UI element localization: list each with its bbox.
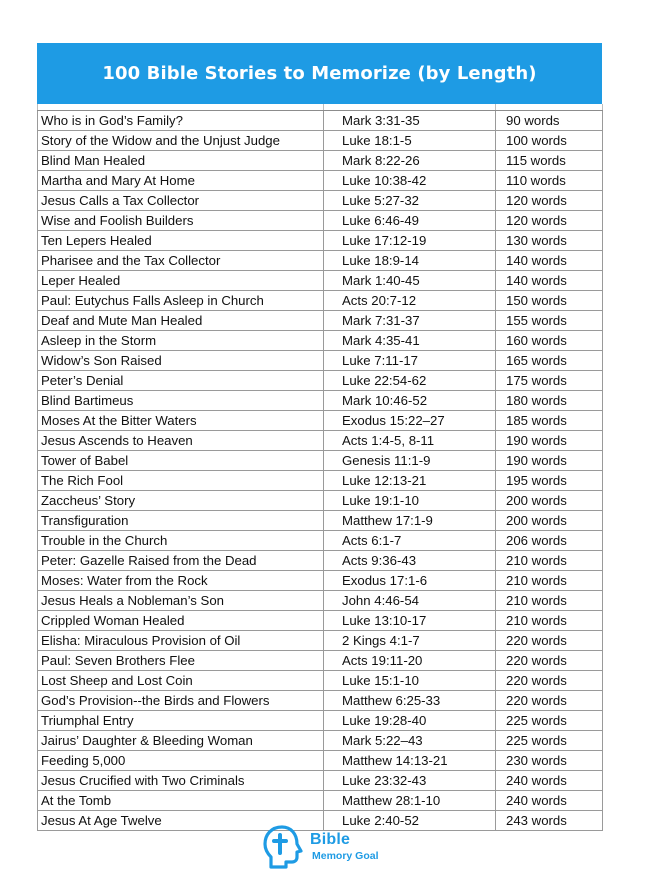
table-row: [38, 171, 603, 191]
story-reference-cell: Genesis 11:1-9: [324, 451, 496, 471]
table-row: [38, 331, 603, 351]
table-row: [38, 191, 603, 211]
stories-table: [37, 104, 603, 831]
story-title-cell: Lost Sheep and Lost Coin: [38, 671, 324, 691]
story-word-count-cell: 130 words: [496, 231, 603, 251]
story-word-count-cell: 220 words: [496, 691, 603, 711]
story-word-count-cell: 225 words: [496, 731, 603, 751]
story-reference-cell: Acts 9:36-43: [324, 551, 496, 571]
story-reference-cell: Luke 19:1-10: [324, 491, 496, 511]
story-title-cell: Asleep in the Storm: [38, 331, 324, 351]
story-title-cell: Moses: Water from the Rock: [38, 571, 324, 591]
story-title-cell: Wise and Foolish Builders: [38, 211, 324, 231]
story-word-count-cell: 240 words: [496, 791, 603, 811]
table-row: [38, 571, 603, 591]
story-reference-cell: Acts 1:4-5, 8-11: [324, 431, 496, 451]
story-title-cell: Crippled Woman Healed: [38, 611, 324, 631]
story-word-count-cell: 200 words: [496, 491, 603, 511]
story-reference-cell: Mark 8:22-26: [324, 151, 496, 171]
story-reference-cell: 2 Kings 4:1-7: [324, 631, 496, 651]
story-word-count-cell: 150 words: [496, 291, 603, 311]
table-row: [38, 631, 603, 651]
story-title-cell: Deaf and Mute Man Healed: [38, 311, 324, 331]
table-row: [38, 111, 603, 131]
table-row: [38, 651, 603, 671]
story-reference-cell: Matthew 17:1-9: [324, 511, 496, 531]
story-word-count-cell: 140 words: [496, 271, 603, 291]
logo-word-memory-goal: Memory Goal: [312, 850, 379, 863]
story-reference-cell: Luke 2:40-52: [324, 811, 496, 831]
story-word-count-cell: 190 words: [496, 451, 603, 471]
story-reference-cell: Luke 22:54-62: [324, 371, 496, 391]
story-title-cell: Blind Bartimeus: [38, 391, 324, 411]
story-word-count-cell: 243 words: [496, 811, 603, 831]
story-word-count-cell: 210 words: [496, 611, 603, 631]
table-row: [38, 351, 603, 371]
story-title-cell: At the Tomb: [38, 791, 324, 811]
table-row: [38, 791, 603, 811]
story-word-count-cell: 120 words: [496, 191, 603, 211]
story-word-count-cell: 165 words: [496, 351, 603, 371]
stories-table-body: [38, 104, 603, 831]
story-reference-cell: Luke 12:13-21: [324, 471, 496, 491]
story-title-cell: God’s Provision--the Birds and Flowers: [38, 691, 324, 711]
table-row: [38, 471, 603, 491]
story-title-cell: Jesus Crucified with Two Criminals: [38, 771, 324, 791]
story-reference-cell: Luke 5:27-32: [324, 191, 496, 211]
story-reference-cell: Matthew 6:25-33: [324, 691, 496, 711]
table-row: [38, 131, 603, 151]
table-row: [38, 231, 603, 251]
story-title-cell: Triumphal Entry: [38, 711, 324, 731]
story-title-cell: Ten Lepers Healed: [38, 231, 324, 251]
story-reference-cell: Luke 19:28-40: [324, 711, 496, 731]
story-word-count-cell: 180 words: [496, 391, 603, 411]
table-row: [38, 371, 603, 391]
table-row: [38, 291, 603, 311]
story-reference-cell: Luke 13:10-17: [324, 611, 496, 631]
table-row: [38, 211, 603, 231]
story-word-count-cell: 110 words: [496, 171, 603, 191]
table-row: [38, 711, 603, 731]
story-reference-cell: Luke 6:46-49: [324, 211, 496, 231]
story-title-cell: Story of the Widow and the Unjust Judge: [38, 131, 324, 151]
story-reference-cell: Luke 15:1-10: [324, 671, 496, 691]
table-row: [38, 391, 603, 411]
table-row: [38, 271, 603, 291]
story-title-cell: Blind Man Healed: [38, 151, 324, 171]
story-reference-cell: Mark 4:35-41: [324, 331, 496, 351]
story-title-cell: Martha and Mary At Home: [38, 171, 324, 191]
table-row: [38, 311, 603, 331]
story-reference-cell: Luke 23:32-43: [324, 771, 496, 791]
story-title-cell: Tower of Babel: [38, 451, 324, 471]
story-word-count-cell: 225 words: [496, 711, 603, 731]
story-word-count-cell: 210 words: [496, 551, 603, 571]
story-reference-cell: Exodus 17:1-6: [324, 571, 496, 591]
logo-word-bible: Bible: [310, 831, 351, 849]
story-title-cell: Jesus Calls a Tax Collector: [38, 191, 324, 211]
story-title-cell: The Rich Fool: [38, 471, 324, 491]
table-row: [38, 671, 603, 691]
story-title-cell: Zaccheus’ Story: [38, 491, 324, 511]
bible-memory-goal-logo: [262, 824, 379, 870]
story-reference-cell: Mark 7:31-37: [324, 311, 496, 331]
story-word-count-cell: 140 words: [496, 251, 603, 271]
story-reference-cell: Acts 19:11-20: [324, 651, 496, 671]
story-reference-cell: Acts 6:1-7: [324, 531, 496, 551]
story-word-count-cell: 120 words: [496, 211, 603, 231]
story-word-count-cell: 220 words: [496, 671, 603, 691]
story-title-cell: Who is in God’s Family?: [38, 111, 324, 131]
story-title-cell: Jairus’ Daughter & Bleeding Woman: [38, 731, 324, 751]
story-reference-cell: Mark 5:22–43: [324, 731, 496, 751]
stories-table-wrapper: [37, 104, 602, 831]
table-row: [38, 151, 603, 171]
table-row: [38, 731, 603, 751]
story-title-cell: Trouble in the Church: [38, 531, 324, 551]
story-title-cell: Leper Healed: [38, 271, 324, 291]
story-title-cell: Moses At the Bitter Waters: [38, 411, 324, 431]
title-banner: [37, 43, 602, 104]
story-title-cell: Pharisee and the Tax Collector: [38, 251, 324, 271]
story-reference-cell: Exodus 15:22–27: [324, 411, 496, 431]
story-title-cell: Transfiguration: [38, 511, 324, 531]
story-word-count-cell: 220 words: [496, 631, 603, 651]
table-row: [38, 771, 603, 791]
story-title-cell: Elisha: Miraculous Provision of Oil: [38, 631, 324, 651]
story-title-cell: Widow’s Son Raised: [38, 351, 324, 371]
page-title: 100 Bible Stories to Memorize (by Length): [102, 63, 537, 84]
story-reference-cell: Matthew 28:1-10: [324, 791, 496, 811]
story-word-count-cell: 100 words: [496, 131, 603, 151]
table-row: [38, 591, 603, 611]
table-row: [38, 511, 603, 531]
story-title-cell: Jesus At Age Twelve: [38, 811, 324, 831]
story-title-cell: Peter’s Denial: [38, 371, 324, 391]
table-row: [38, 751, 603, 771]
table-row: [38, 431, 603, 451]
story-reference-cell: John 4:46-54: [324, 591, 496, 611]
table-row: [38, 251, 603, 271]
story-word-count-cell: 210 words: [496, 571, 603, 591]
table-row: [38, 491, 603, 511]
table-row: [38, 691, 603, 711]
story-word-count-cell: 220 words: [496, 651, 603, 671]
story-word-count-cell: 115 words: [496, 151, 603, 171]
story-word-count-cell: 230 words: [496, 751, 603, 771]
story-title-cell: Paul: Eutychus Falls Asleep in Church: [38, 291, 324, 311]
table-row: [38, 531, 603, 551]
story-title-cell: Feeding 5,000: [38, 751, 324, 771]
story-reference-cell: Mark 1:40-45: [324, 271, 496, 291]
story-word-count-cell: 195 words: [496, 471, 603, 491]
story-word-count-cell: 155 words: [496, 311, 603, 331]
story-reference-cell: Acts 20:7-12: [324, 291, 496, 311]
table-row: [38, 551, 603, 571]
story-reference-cell: Mark 10:46-52: [324, 391, 496, 411]
story-word-count-cell: 160 words: [496, 331, 603, 351]
story-reference-cell: Matthew 14:13-21: [324, 751, 496, 771]
story-reference-cell: Luke 17:12-19: [324, 231, 496, 251]
story-title-cell: Paul: Seven Brothers Flee: [38, 651, 324, 671]
story-word-count-cell: 90 words: [496, 111, 603, 131]
story-title-cell: Jesus Ascends to Heaven: [38, 431, 324, 451]
logo-text: [310, 832, 379, 862]
story-word-count-cell: 210 words: [496, 591, 603, 611]
story-word-count-cell: 200 words: [496, 511, 603, 531]
story-title-cell: Peter: Gazelle Raised from the Dead: [38, 551, 324, 571]
story-word-count-cell: 175 words: [496, 371, 603, 391]
story-title-cell: Jesus Heals a Nobleman’s Son: [38, 591, 324, 611]
story-word-count-cell: 206 words: [496, 531, 603, 551]
story-word-count-cell: 190 words: [496, 431, 603, 451]
table-row: [38, 411, 603, 431]
story-reference-cell: Luke 18:1-5: [324, 131, 496, 151]
story-word-count-cell: 240 words: [496, 771, 603, 791]
table-row: [38, 611, 603, 631]
story-reference-cell: Mark 3:31-35: [324, 111, 496, 131]
story-reference-cell: Luke 18:9-14: [324, 251, 496, 271]
story-reference-cell: Luke 7:11-17: [324, 351, 496, 371]
story-word-count-cell: 185 words: [496, 411, 603, 431]
head-with-cross-icon: [262, 824, 306, 870]
story-reference-cell: Luke 10:38-42: [324, 171, 496, 191]
table-row: [38, 451, 603, 471]
